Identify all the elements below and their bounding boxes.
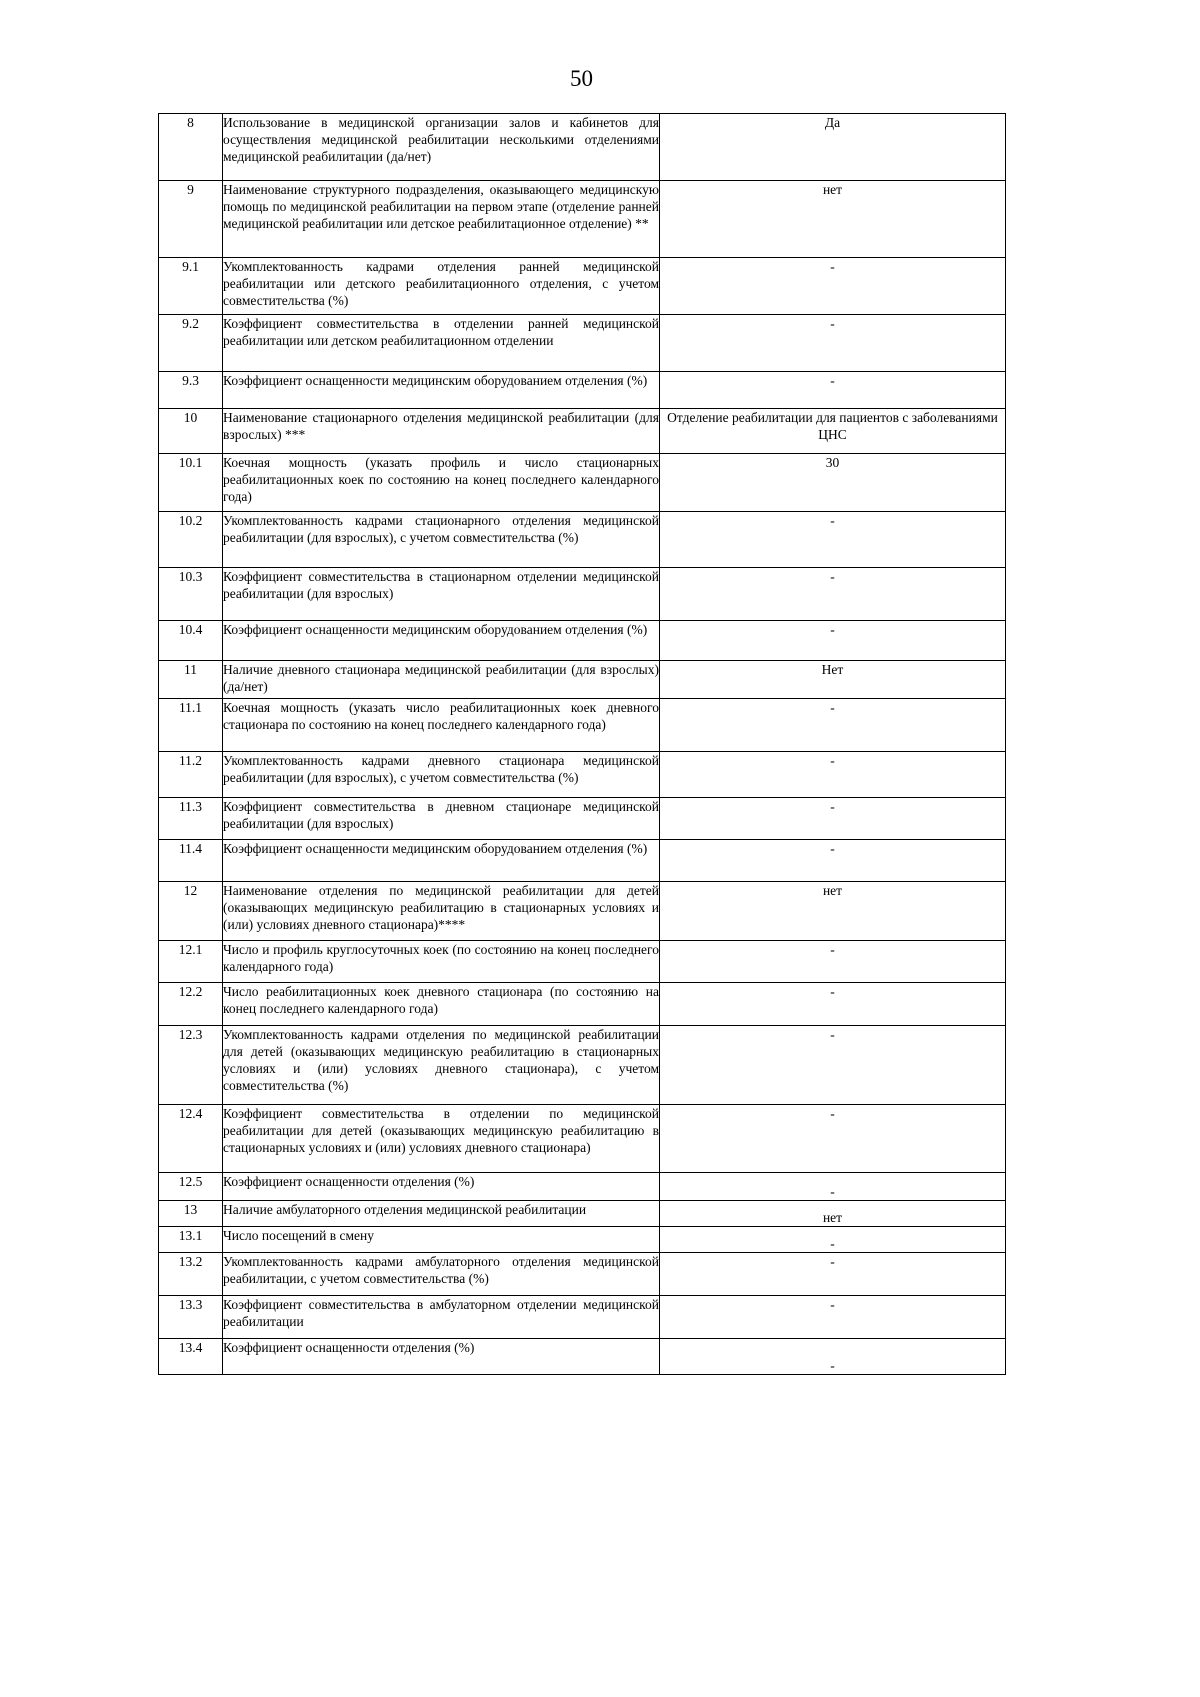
row-description: Наличие амбулаторного отделения медицинской реабилитации xyxy=(223,1201,660,1227)
row-value: Отделение реабилитации для пациентов с заболеваниями ЦНС xyxy=(660,409,1006,454)
row-value: - xyxy=(660,941,1006,983)
table-row xyxy=(159,1173,1006,1201)
table-row xyxy=(159,840,1006,882)
row-number: 8 xyxy=(159,114,223,181)
row-value: - xyxy=(660,699,1006,752)
table-row xyxy=(159,372,1006,409)
table-row xyxy=(159,1026,1006,1105)
table-row xyxy=(159,568,1006,621)
row-description: Коечная мощность (указать профиль и число стационарных реабилитационных коек по состоянию на конец последнего календарного года) xyxy=(223,454,660,512)
table-row xyxy=(159,798,1006,840)
row-description: Коэффициент оснащенности медицинским оборудованием отделения (%) xyxy=(223,372,660,409)
row-number: 11.3 xyxy=(159,798,223,840)
row-number: 11.2 xyxy=(159,752,223,798)
row-value: - xyxy=(660,1296,1006,1339)
row-value: - xyxy=(660,568,1006,621)
row-description: Укомплектованность кадрами отделения по медицинской реабилитации для детей (оказывающих медицинскую реабилитацию в стационарных условиях и (или) условиях дневного стационара), с учетом совместительства (%) xyxy=(223,1026,660,1105)
row-value: - xyxy=(660,1339,1006,1375)
row-value: нет xyxy=(660,1201,1006,1227)
row-description: Коэффициент совместительства в амбулаторном отделении медицинской реабилитации xyxy=(223,1296,660,1339)
row-value: Нет xyxy=(660,661,1006,699)
table-row xyxy=(159,454,1006,512)
row-number: 10.4 xyxy=(159,621,223,661)
row-description: Укомплектованность кадрами отделения ранней медицинской реабилитации или детского реабилитационного отделения, с учетом совместительства (%) xyxy=(223,258,660,315)
row-value: - xyxy=(660,372,1006,409)
row-number: 13.4 xyxy=(159,1339,223,1375)
row-description: Число посещений в смену xyxy=(223,1227,660,1253)
table-row xyxy=(159,258,1006,315)
row-description: Наличие дневного стационара медицинской реабилитации (для взрослых) (да/нет) xyxy=(223,661,660,699)
row-description: Наименование структурного подразделения, оказывающего медицинскую помощь по медицинской реабилитации на первом этапе (отделение ранней медицинской реабилитации или детское реабилитационное отделение) ** xyxy=(223,181,660,258)
table-row xyxy=(159,621,1006,661)
row-number: 12.3 xyxy=(159,1026,223,1105)
table-row xyxy=(159,941,1006,983)
row-number: 10 xyxy=(159,409,223,454)
row-description: Укомплектованность кадрами амбулаторного отделения медицинской реабилитации, с учетом совместительства (%) xyxy=(223,1253,660,1296)
row-number: 11 xyxy=(159,661,223,699)
row-description: Использование в медицинской организации залов и кабинетов для осуществления медицинской реабилитации несколькими отделениями медицинской реабилитации (да/нет) xyxy=(223,114,660,181)
row-description: Укомплектованность кадрами стационарного отделения медицинской реабилитации (для взрослых), с учетом совместительства (%) xyxy=(223,512,660,568)
table-row xyxy=(159,181,1006,258)
row-value: - xyxy=(660,1253,1006,1296)
row-number: 12 xyxy=(159,882,223,941)
row-number: 9 xyxy=(159,181,223,258)
table-row xyxy=(159,882,1006,941)
table-row xyxy=(159,661,1006,699)
row-value: - xyxy=(660,752,1006,798)
table-row xyxy=(159,1296,1006,1339)
row-description: Коэффициент оснащенности медицинским оборудованием отделения (%) xyxy=(223,840,660,882)
row-number: 12.2 xyxy=(159,983,223,1026)
row-number: 13.2 xyxy=(159,1253,223,1296)
row-description: Число и профиль круглосуточных коек (по состоянию на конец последнего календарного года) xyxy=(223,941,660,983)
row-description: Коэффициент совместительства в отделении по медицинской реабилитации для детей (оказывающих медицинскую реабилитацию в стационарных условиях и (или) условиях дневного стационара) xyxy=(223,1105,660,1173)
indicators-table xyxy=(158,113,1006,1375)
row-description: Укомплектованность кадрами дневного стационара медицинской реабилитации (для взрослых), с учетом совместительства (%) xyxy=(223,752,660,798)
row-value: нет xyxy=(660,882,1006,941)
row-description: Коечная мощность (указать число реабилитационных коек дневного стационара по состоянию на конец последнего календарного года) xyxy=(223,699,660,752)
row-value: - xyxy=(660,840,1006,882)
row-description: Коэффициент оснащенности отделения (%) xyxy=(223,1173,660,1201)
table-row xyxy=(159,1339,1006,1375)
row-description: Число реабилитационных коек дневного стационара (по состоянию на конец последнего календарного года) xyxy=(223,983,660,1026)
row-number: 13 xyxy=(159,1201,223,1227)
row-number: 12.4 xyxy=(159,1105,223,1173)
row-value: - xyxy=(660,512,1006,568)
row-number: 13.1 xyxy=(159,1227,223,1253)
row-value: - xyxy=(660,798,1006,840)
row-description: Коэффициент оснащенности отделения (%) xyxy=(223,1339,660,1375)
row-value: - xyxy=(660,1026,1006,1105)
row-number: 9.1 xyxy=(159,258,223,315)
table-row xyxy=(159,983,1006,1026)
row-value: нет xyxy=(660,181,1006,258)
row-number: 12.5 xyxy=(159,1173,223,1201)
page-number: 50 xyxy=(570,66,593,91)
row-value: Да xyxy=(660,114,1006,181)
row-number: 10.1 xyxy=(159,454,223,512)
table-row xyxy=(159,409,1006,454)
row-value: - xyxy=(660,1105,1006,1173)
table-row xyxy=(159,1105,1006,1173)
table-row xyxy=(159,114,1006,181)
row-number: 10.2 xyxy=(159,512,223,568)
row-value: - xyxy=(660,1173,1006,1201)
row-value: - xyxy=(660,621,1006,661)
table-row xyxy=(159,512,1006,568)
row-description: Коэффициент совместительства в стационарном отделении медицинской реабилитации (для взрослых) xyxy=(223,568,660,621)
table-row xyxy=(159,1201,1006,1227)
table-row xyxy=(159,1253,1006,1296)
table-row xyxy=(159,1227,1006,1253)
row-description: Коэффициент совместительства в дневном стационаре медицинской реабилитации (для взрослых) xyxy=(223,798,660,840)
row-description: Наименование отделения по медицинской реабилитации для детей (оказывающих медицинскую реабилитацию в стационарных условиях и (или) условиях дневного стационара)**** xyxy=(223,882,660,941)
row-value: - xyxy=(660,1227,1006,1253)
row-value: 30 xyxy=(660,454,1006,512)
table-row xyxy=(159,699,1006,752)
row-number: 11.4 xyxy=(159,840,223,882)
row-number: 9.2 xyxy=(159,315,223,372)
row-number: 12.1 xyxy=(159,941,223,983)
row-number: 9.3 xyxy=(159,372,223,409)
row-value: - xyxy=(660,315,1006,372)
row-value: - xyxy=(660,258,1006,315)
row-description: Наименование стационарного отделения медицинской реабилитации (для взрослых) *** xyxy=(223,409,660,454)
table-row xyxy=(159,752,1006,798)
row-number: 10.3 xyxy=(159,568,223,621)
row-description: Коэффициент совместительства в отделении ранней медицинской реабилитации или детском реабилитационном отделении xyxy=(223,315,660,372)
row-value: - xyxy=(660,983,1006,1026)
table-row xyxy=(159,315,1006,372)
row-number: 13.3 xyxy=(159,1296,223,1339)
row-description: Коэффициент оснащенности медицинским оборудованием отделения (%) xyxy=(223,621,660,661)
row-number: 11.1 xyxy=(159,699,223,752)
